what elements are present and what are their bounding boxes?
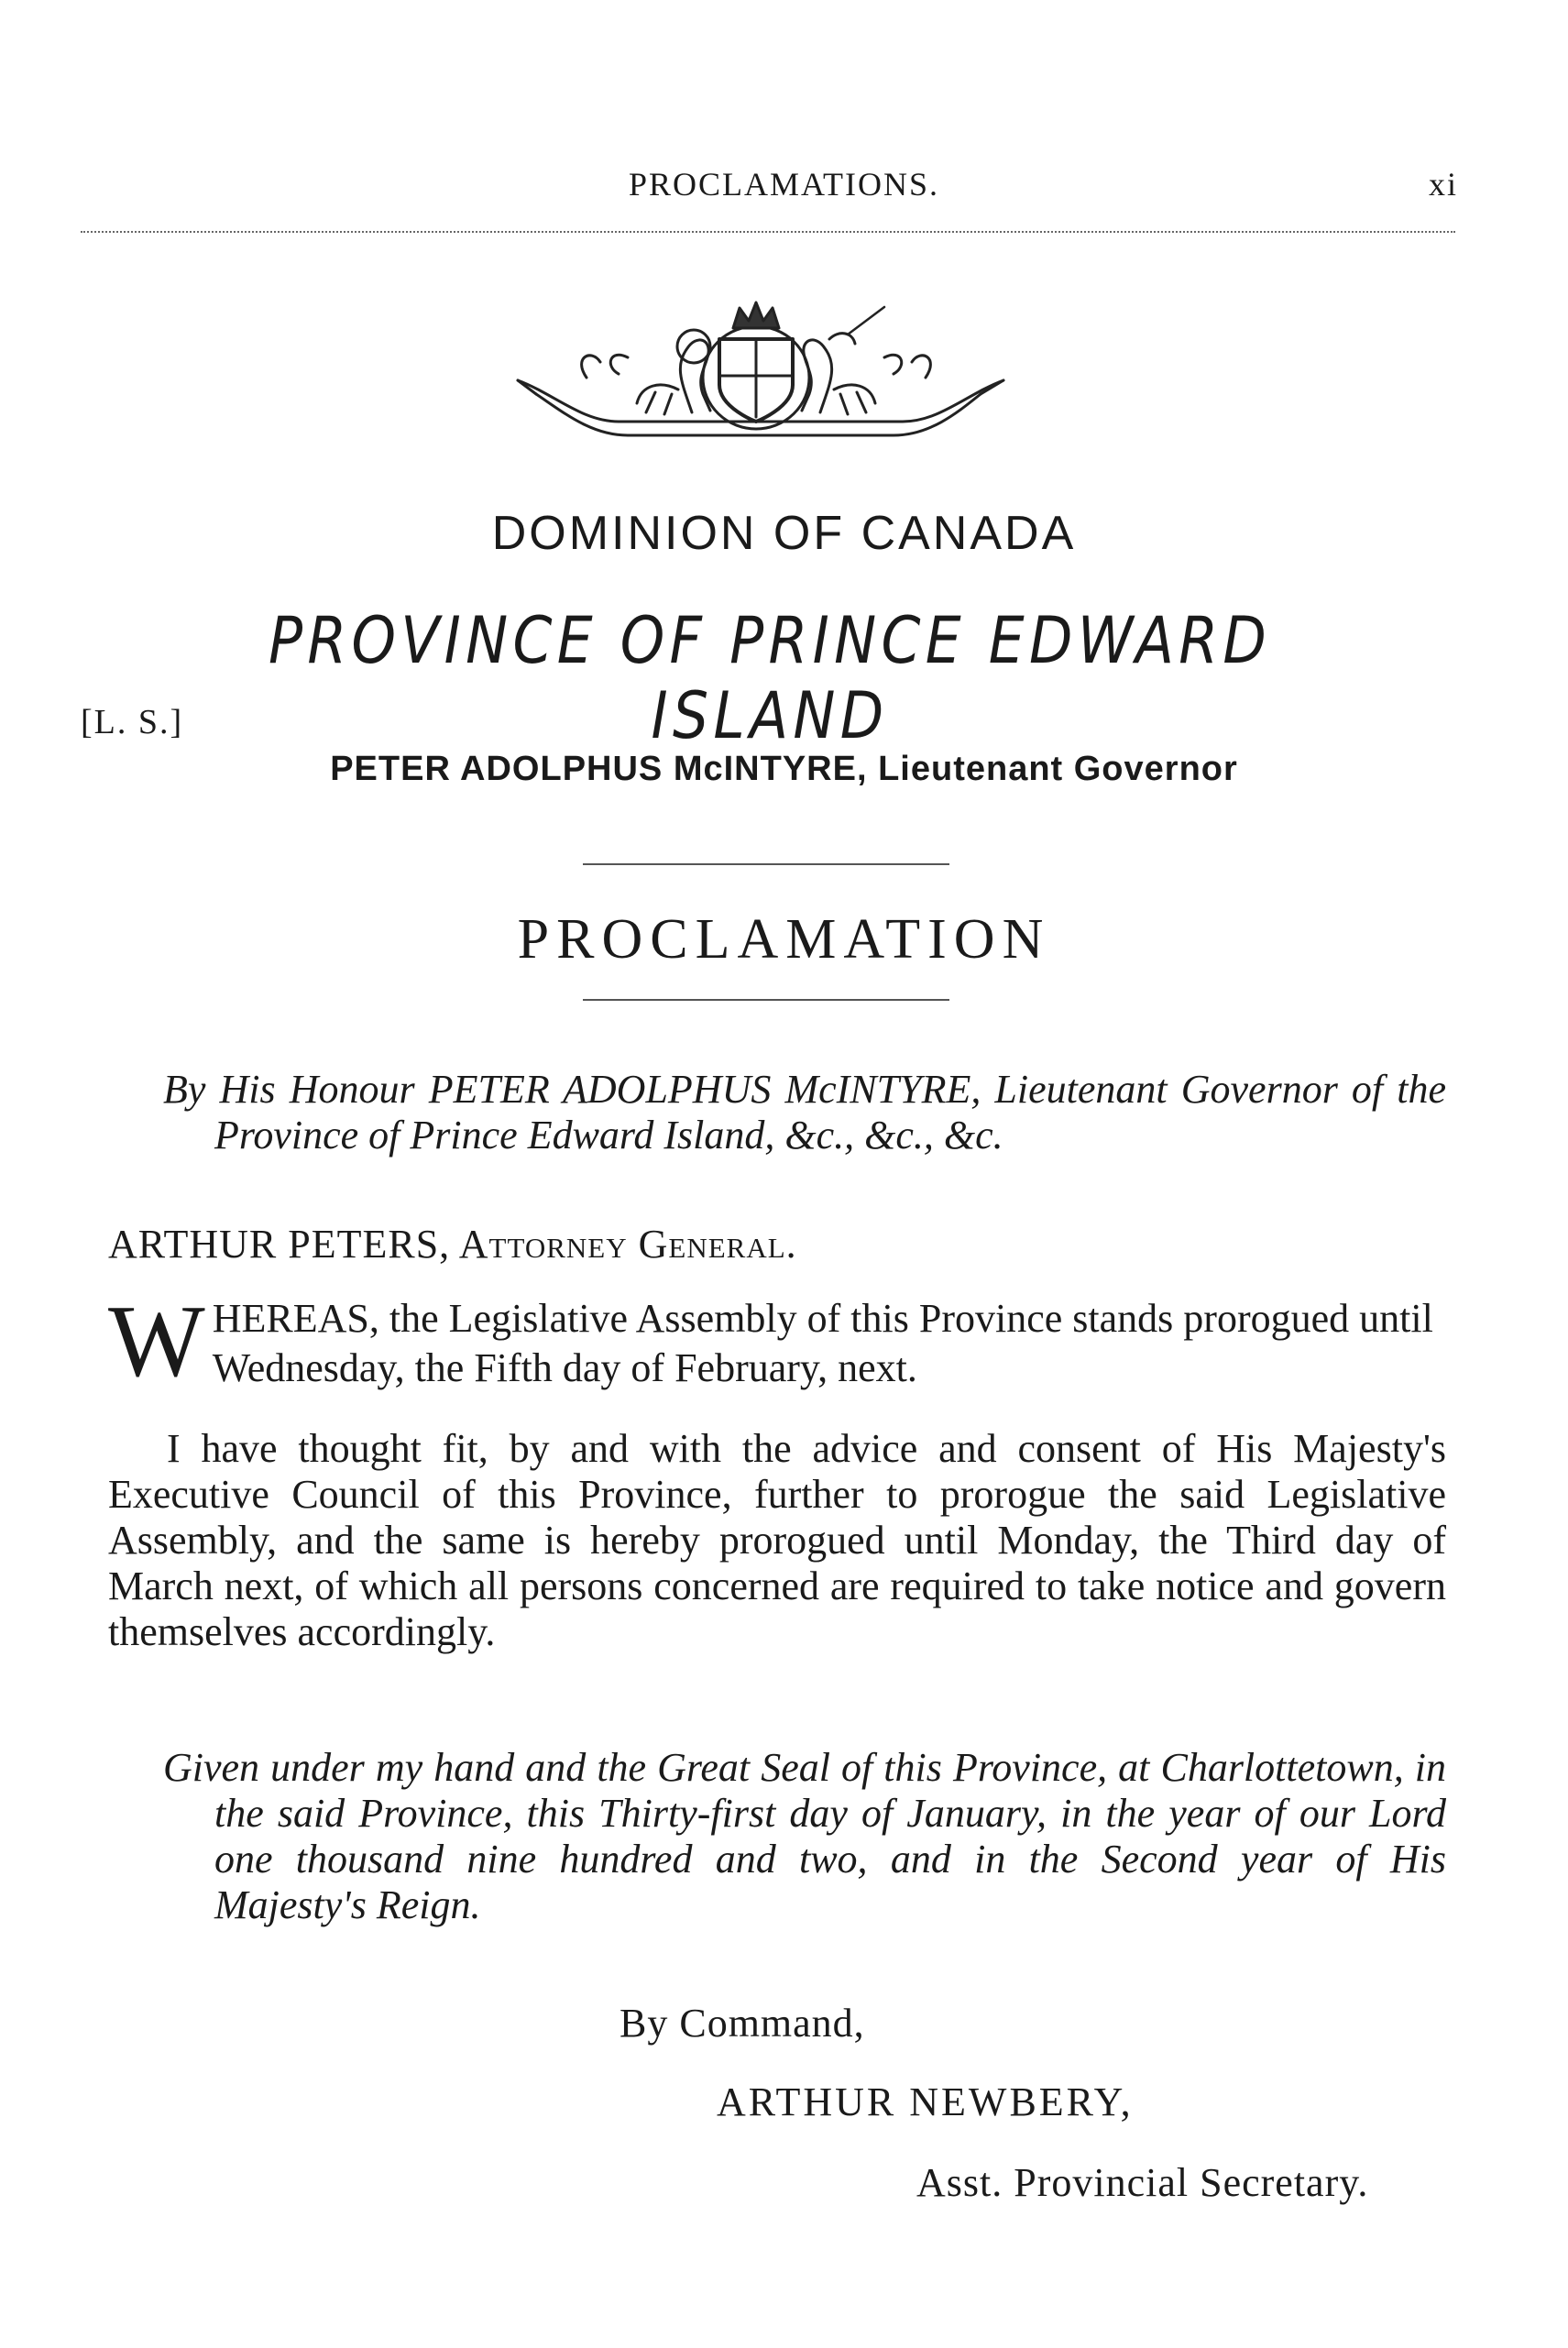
title-rule-top (583, 863, 949, 865)
seal-mark: [L. S.] (81, 703, 184, 741)
byline-paragraph: By His Honour PETER ADOLPHUS McINTYRE, Lieutenant Governor of the Province of Prince Edward Island, &c., &c., &c. (163, 1067, 1446, 1158)
running-title: PROCLAMATIONS. (628, 166, 940, 203)
by-command: By Command, (620, 2001, 865, 2046)
governor-line: PETER ADOLPHUS McINTYRE, Lieutenant Governor (330, 750, 1238, 788)
whereas-paragraph (108, 1285, 1446, 1399)
province-heading: PROVINCE OF PRINCE EDWARD ISLAND (268, 603, 1272, 753)
royal-coat-of-arms-icon (499, 293, 1013, 449)
signer-name: ARTHUR NEWBERY, (717, 2079, 1134, 2124)
dominion-heading: DOMINION OF CANADA (491, 507, 1077, 560)
attorney-line: ARTHUR PETERS, Attorney General. (108, 1222, 797, 1267)
body-paragraph: I have thought fit, by and with the advice and consent of His Majesty's Executive Council of this Province, further to prorogue the said Legislative Assembly, and the same is hereby prorogued until Monday, the Third day of March next, of which all persons concerned are required to take notice and govern themselves accordingly. (108, 1426, 1446, 1654)
signer-title: Asst. Provincial Secretary. (916, 2160, 1369, 2205)
page-number: xi (1428, 166, 1458, 203)
proclamation-title: PROCLAMATION (517, 908, 1051, 971)
whereas-text: HEREAS, the Legislative Assembly of this Province stands prorogued until Wednesday, the Fifth day of February, next. (212, 1296, 1433, 1390)
running-head (0, 165, 1568, 211)
title-rule-bottom (583, 999, 949, 1001)
header-rule (81, 231, 1455, 233)
given-paragraph: Given under my hand and the Great Seal of this Province, at Charlottetown, in the said Province, this Thirty-first day of January, in the year of our Lord one thousand nine hundred and two, and in the Second year of His Majesty's Reign. (163, 1745, 1446, 1927)
drop-cap: W (108, 1285, 205, 1399)
